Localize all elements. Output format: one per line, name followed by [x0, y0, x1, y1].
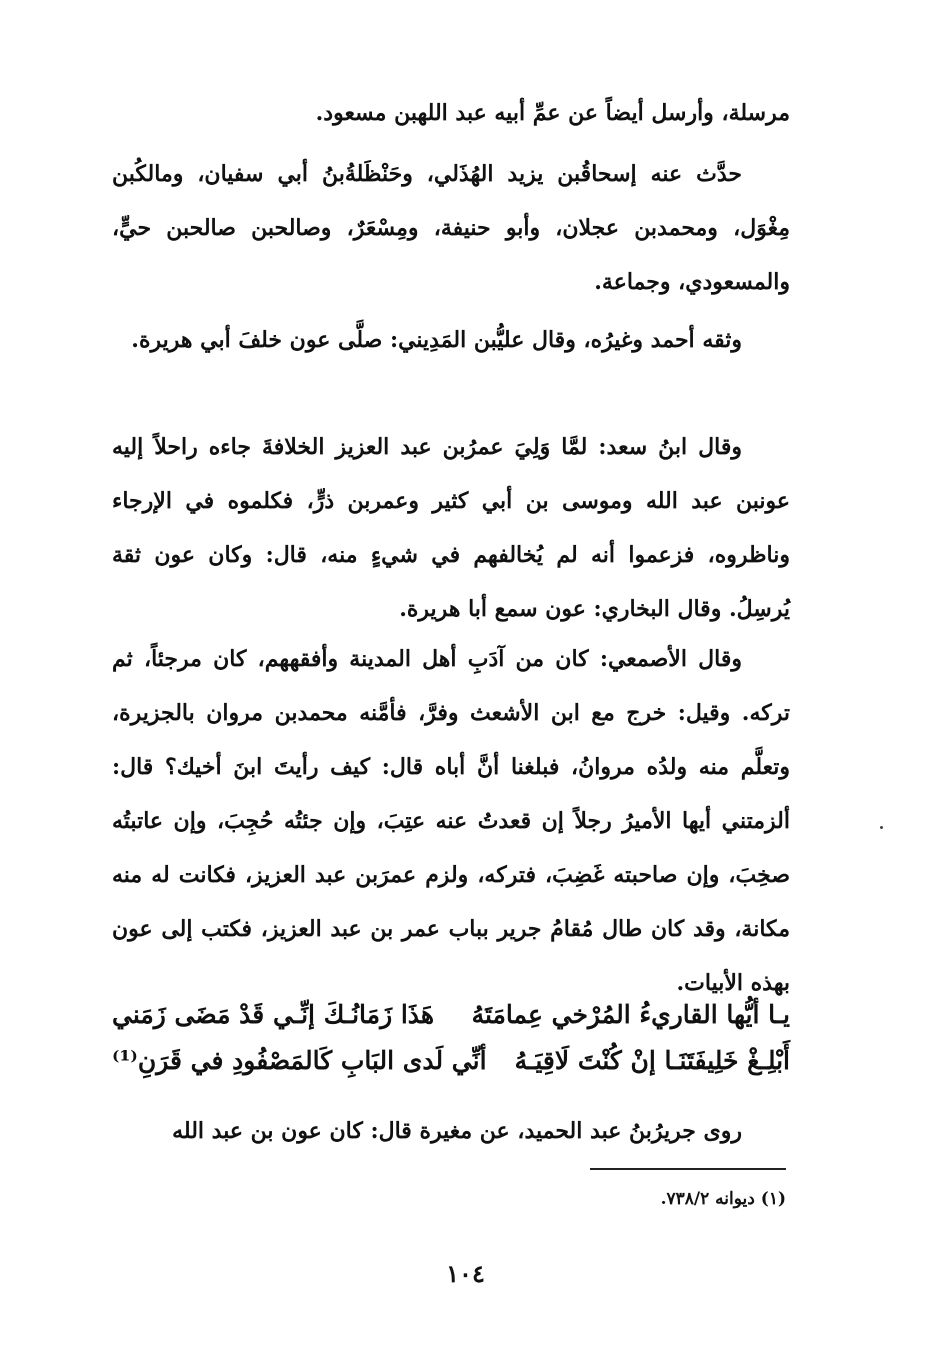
poem-block: [112, 992, 790, 1084]
verse-2-first-hemistich: أَبْلِـغْ خَلِيفَتَنَـا إنْ كُنْتَ لَاقِيَـهُ: [514, 1046, 790, 1075]
footnote-divider: [590, 1168, 786, 1170]
paragraph-2: حدَّث عنه إسحاقُبن يزيد الهُذَلي، وحَنْظَلةُبنُ أبي سفيان، ومالكُبن مِغْوَل، ومحمدبن عجلان، وأبو حنيفة، ومِسْعَرٌ، وصالحبن صالحبن حيٍّ، والمسعودي، وجماعة.: [112, 161, 790, 295]
poem-verse-2: [112, 1038, 790, 1084]
paragraph-1: مرسلة، وأرسل أيضاً عن عمِّ أبيه عبد اللهبن مسعود.: [315, 100, 790, 126]
paragraph-3: وثقه أحمد وغيرُه، وقال عليُّبن المَدِيني: صلَّى عون خلفَ أبي هريرة.: [131, 327, 742, 353]
page-number: ١٠٤: [446, 1259, 485, 1288]
poem-verse-1: [112, 992, 790, 1038]
verse-1-first-hemistich: يـا أيُّها القاريءُ المُرْخي عِمامَتَهُ: [471, 1000, 790, 1029]
paragraph-4: وقال ابنُ سعد: لمَّا وَلِيَ عمرُبن عبد العزيز الخلافةَ جاءه راحلاً إليه عونبن عبد الله وموسى بن أبي كثير وعمربن ذرٍّ، فكلموه في الإرجاء وناظروه، فزعموا أنه لم يُخالفهم في شيءٍ منه، قال: وكان عون ثقة يُرسِلُ. وقال البخاري: عون سمع أبا هريرة.: [112, 434, 790, 622]
verse-2-second-hemistich: أنِّي لَدى البَابِ كَالمَصْفُودِ في قَرَنِ⁽¹⁾: [112, 1046, 487, 1075]
paragraph-5: وقال الأصمعي: كان من آدَبِ أهل المدينة وأفقههم، كان مرجئاً، ثم تركه. وقيل: خرج مع ابن الأشعث وفرَّ، فأمَّنه محمدبن مروان بالجزيرة، وتعلَّم منه ولدُه مروانُ، فبلغنا أنَّ أباه قال: كيف رأيتَ ابنَ أخيك؟ قال: ألزمتني أيها الأميرُ رجلاً إن قعدتُ عنه عتِبَ، وإن جئتُه حُجِبَ، وإن عاتبتُه صخِبَ، وإن صاحبته غَضِبَ، فتركه، ولزم عمرَبن عبد العزيز، فكانت له منه مكانة، وقد كان طال مُقامُ جرير بباب عمر بن عبد العزيز، فكتب إلى عون بهذه الأبيات.: [112, 646, 790, 996]
footnote: (١) ديوانه ٧٣٨/٢.: [660, 1189, 786, 1209]
closing-line: روى جريرُبنُ عبد الحميد، عن مغيرة قال: كان عون بن عبد الله: [172, 1118, 742, 1144]
scan-speck: [880, 826, 883, 829]
verse-1-second-hemistich: هَذَا زَمَانُـكَ إنِّـي قَدْ مَضَى زَمَني: [112, 1000, 435, 1029]
